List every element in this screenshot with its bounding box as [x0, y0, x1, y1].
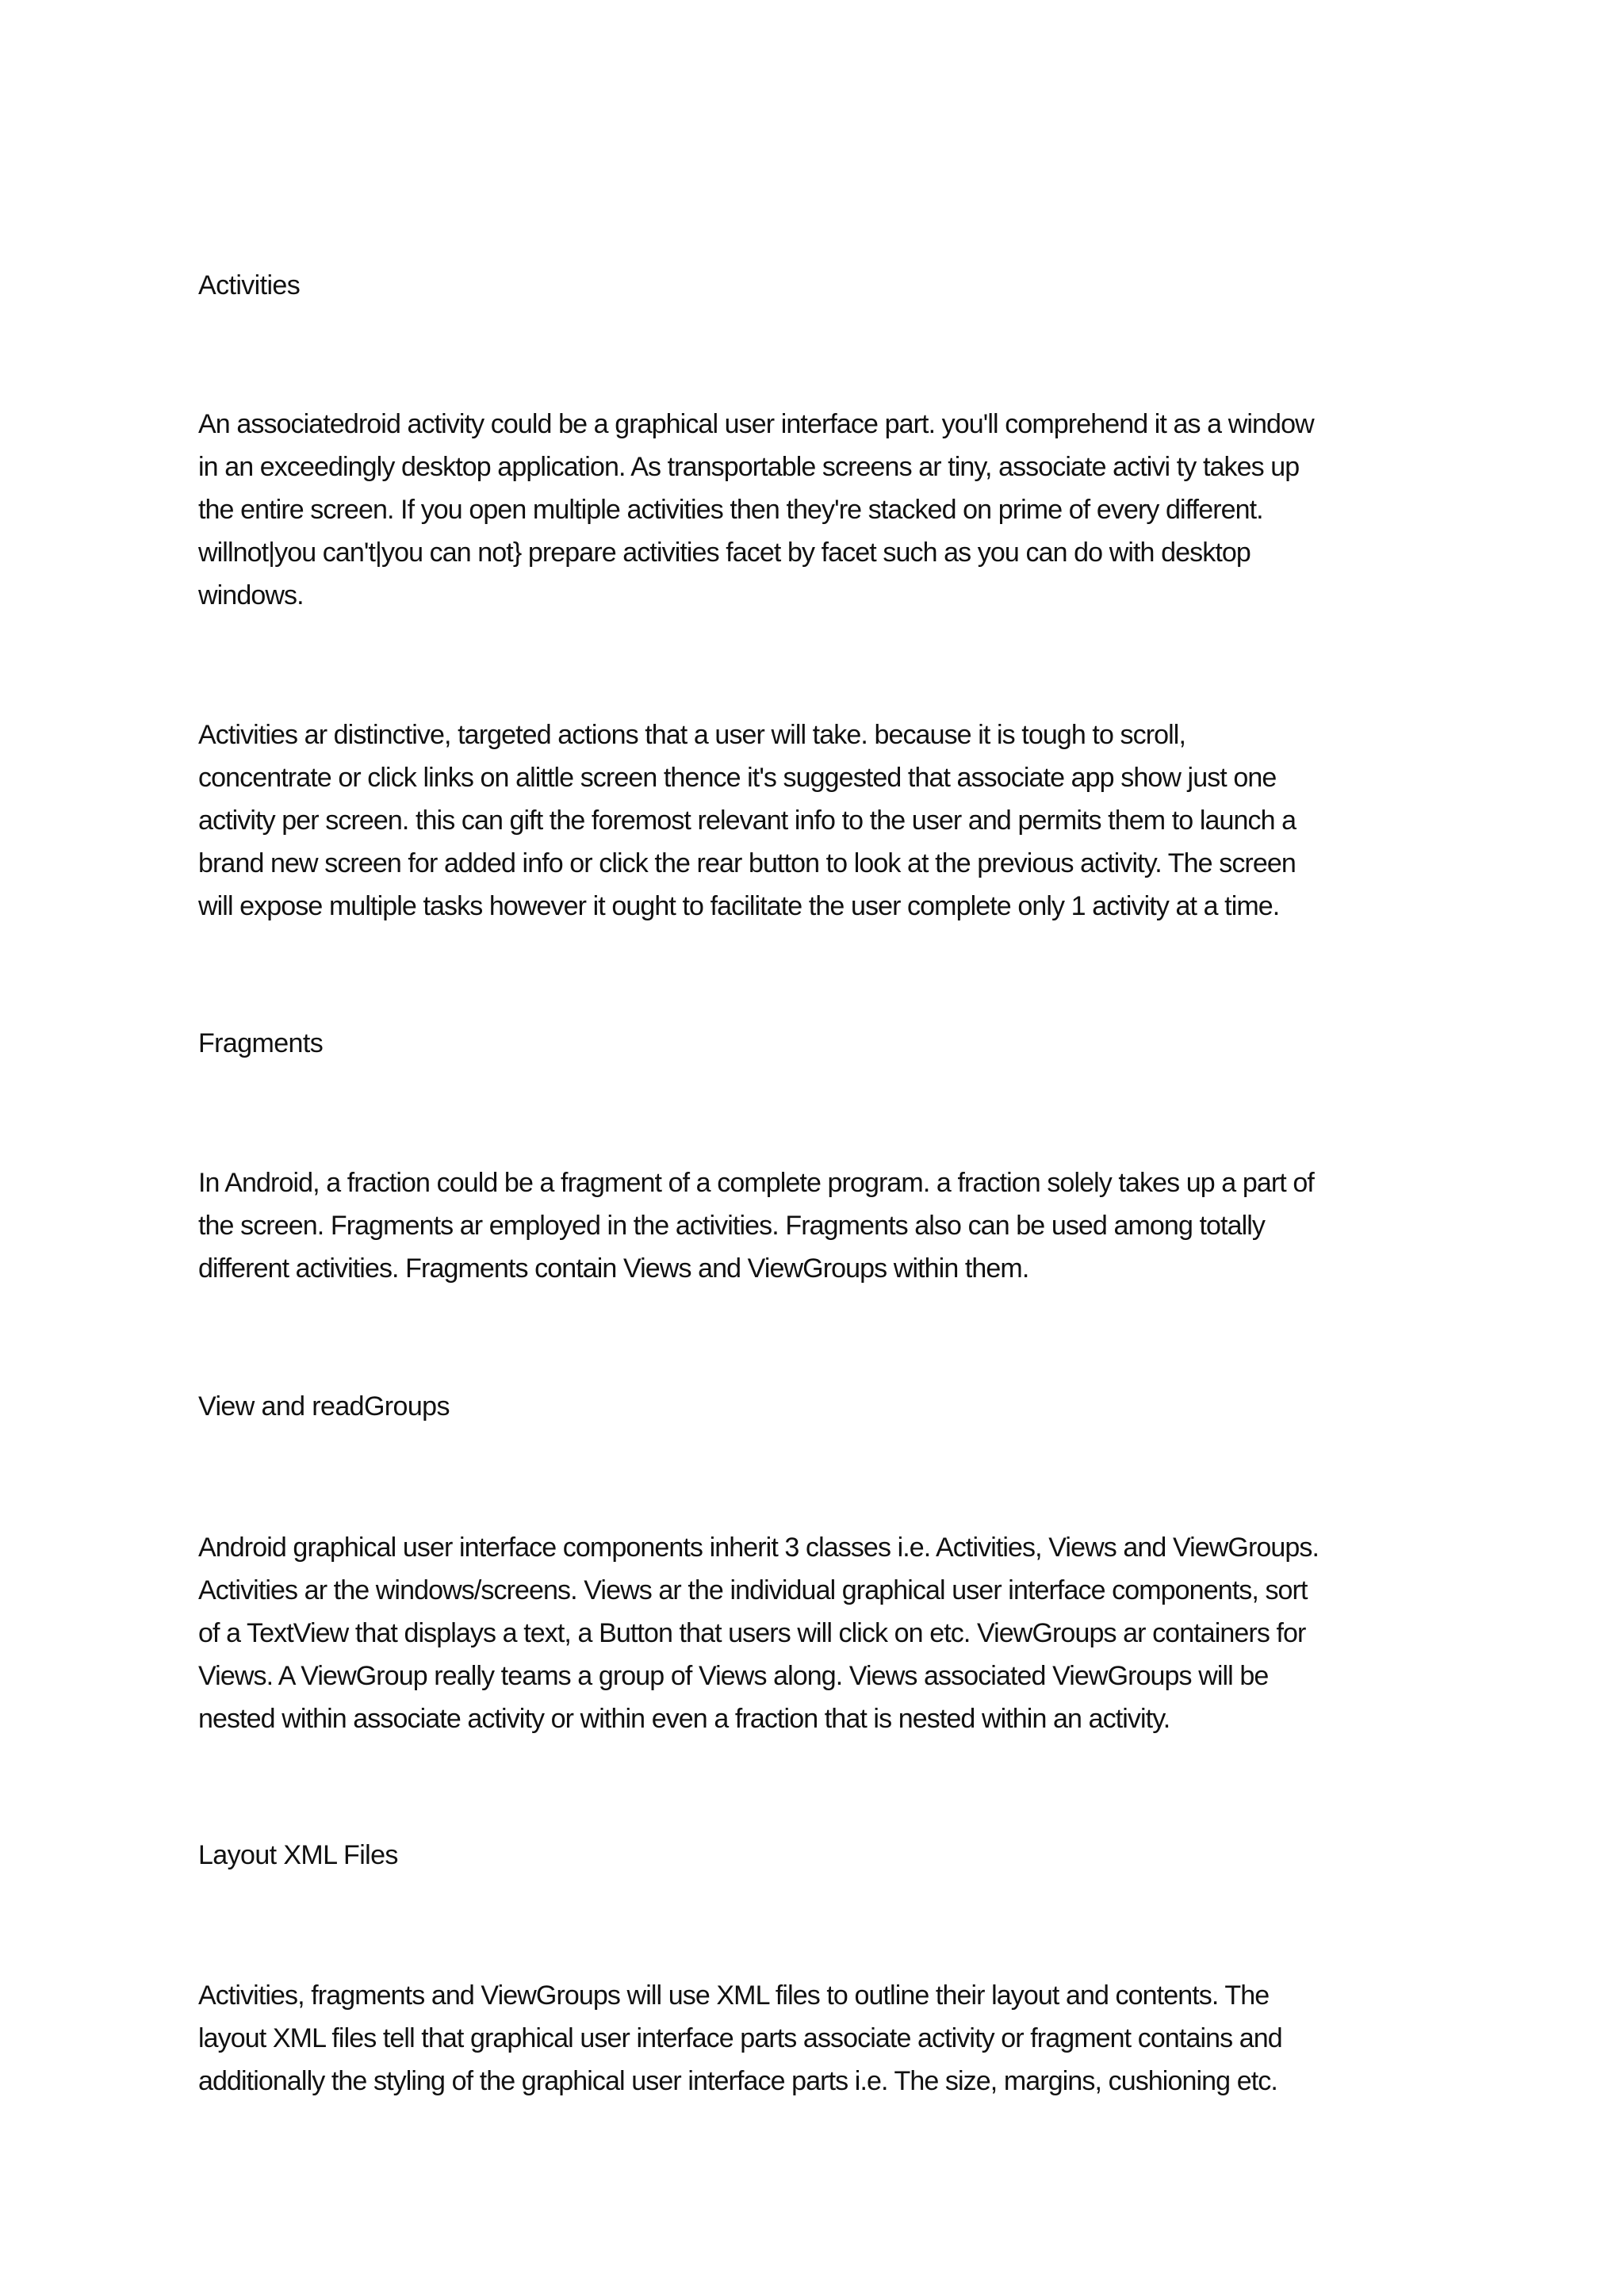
paragraph-layout-xml — [198, 1974, 1435, 2103]
text-line: Views. A ViewGroup really teams a group of Views along. Views associated ViewGroups will be — [198, 1661, 1269, 1691]
text-line: windows. — [198, 580, 304, 610]
text-line: nested within associate activity or within even a fraction that is nested within an activity. — [198, 1704, 1170, 1734]
text-line: different activities. Fragments contain Views and ViewGroups within them. — [198, 1253, 1029, 1284]
text-line: brand new screen for added info or click the rear button to look at the previous activity. The screen — [198, 848, 1296, 878]
text-line: activity per screen. this can gift the foremost relevant info to the user and permits them to launch a — [198, 806, 1297, 836]
section-heading-activities: Activities — [198, 270, 301, 300]
paragraph-activities-intro — [198, 403, 1435, 617]
section-heading-view-and-readgroups: View and readGroups — [198, 1391, 450, 1422]
text-line: additionally the styling of the graphical user interface parts i.e. The size, margins, cushioning etc. — [198, 2066, 1277, 2096]
text-line: An associatedroid activity could be a graphical user interface part. you'll comprehend it as a window — [198, 409, 1314, 439]
paragraph-activities-detail — [198, 714, 1435, 928]
text-line: Activities ar the windows/screens. Views ar the individual graphical user interface components, sort — [198, 1575, 1308, 1605]
text-line: the entire screen. If you open multiple activities then they're stacked on prime of every different. — [198, 495, 1263, 525]
text-line: Activities, fragments and ViewGroups will use XML files to outline their layout and contents. The — [198, 1980, 1270, 2011]
text-line: in an exceedingly desktop application. As transportable screens ar tiny, associate activi ty takes up — [198, 452, 1300, 482]
text-line: Android graphical user interface components inherit 3 classes i.e. Activities, Views and ViewGroups. — [198, 1533, 1320, 1563]
section-heading-layout-xml-files: Layout XML Files — [198, 1840, 398, 1870]
text-line: layout XML files tell that graphical user interface parts associate activity or fragment contains and — [198, 2023, 1282, 2053]
text-line: willnot|you can't|you can not} prepare activities facet by facet such as you can do with desktop — [198, 538, 1251, 568]
text-line: of a TextView that displays a text, a Button that users will click on etc. ViewGroups ar containers for — [198, 1618, 1306, 1648]
text-line: Activities ar distinctive, targeted actions that a user will take. because it is tough to scroll, — [198, 720, 1185, 750]
section-heading-fragments: Fragments — [198, 1028, 324, 1058]
paragraph-views — [198, 1526, 1435, 1740]
paragraph-fragments — [198, 1161, 1435, 1290]
text-line: concentrate or click links on alittle screen thence it's suggested that associate app show just one — [198, 763, 1277, 793]
text-line: the screen. Fragments ar employed in the activities. Fragments also can be used among totally — [198, 1211, 1266, 1241]
text-line: will expose multiple tasks however it ought to facilitate the user complete only 1 activity at a time. — [198, 891, 1280, 921]
text-line: In Android, a fraction could be a fragment of a complete program. a fraction solely takes up a part of — [198, 1168, 1314, 1198]
